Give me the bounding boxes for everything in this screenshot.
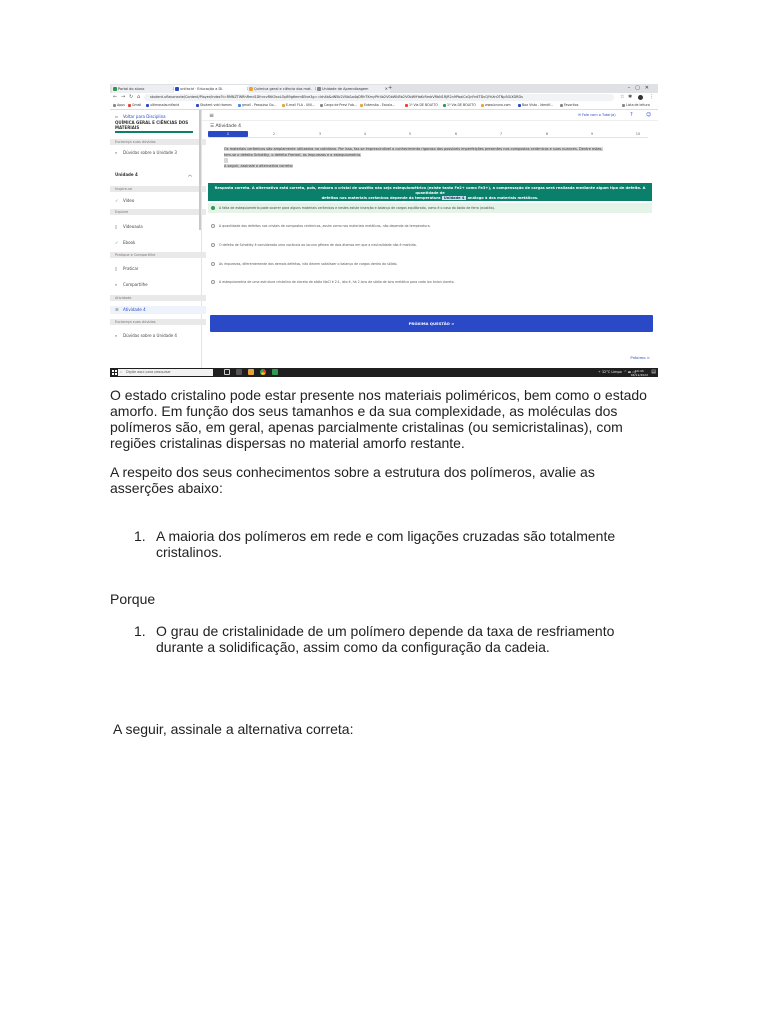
assertion-text: A maioria dos polímeros em rede e com ligações cruzadas são totalmente cristalinos. <box>156 528 616 560</box>
bookmark[interactable]: Apps <box>113 103 125 108</box>
browser-tab[interactable] <box>316 85 393 93</box>
question-statement <box>224 147 644 169</box>
browser-tab[interactable] <box>248 85 320 93</box>
browser-tab[interactable] <box>112 85 178 93</box>
menu-icon[interactable]: ⋮ <box>649 94 654 100</box>
radio-icon <box>211 243 215 247</box>
question-number[interactable]: 8 <box>545 132 549 136</box>
chevron-up-icon: ︿ <box>188 172 192 177</box>
tab-favicon <box>317 87 321 91</box>
tab-favicon <box>175 87 179 91</box>
bookmark[interactable]: Extensão - Escola... <box>360 103 395 108</box>
sidebar-item-videoaula[interactable]: ▯ Videoaula <box>115 224 143 229</box>
search-icon: ⌕ <box>120 370 122 374</box>
reload-icon[interactable]: ↻ <box>129 94 134 100</box>
answer-option[interactable]: As impurezas, diferentemente dos demais defeitos, não devem satisfazer o balanço de cargas dentro do sólido. <box>208 259 652 269</box>
tab-favicon <box>249 87 253 91</box>
question-number[interactable]: 3 <box>318 132 322 136</box>
answer-option[interactable]: A quantidade dos defeitos nos cristais de compostos cerâmicos, assim como nos materiais metálicos, não depende da temperatura. <box>208 221 652 231</box>
question-number[interactable]: 4 <box>363 132 367 136</box>
answer-option[interactable]: O defeito de Schottky é considerado uma vacância ao lacuna gêmea de dois átomos em que a neutralidade não é mantida. <box>208 240 652 250</box>
doc-icon: ▯ <box>115 266 118 271</box>
sidebar-section: Explore <box>110 209 206 215</box>
radio-icon <box>211 280 215 284</box>
bookmark[interactable]: ultimasalaunifacid <box>146 103 179 108</box>
bookmark[interactable]: 1º Via DE BOLETO <box>405 103 438 108</box>
course-sidebar <box>110 110 202 368</box>
notification-icon[interactable]: ▤ <box>651 369 656 375</box>
browser-tab-active[interactable] <box>174 85 252 93</box>
back-icon[interactable]: ← <box>113 94 118 100</box>
extensions-icon[interactable]: ✱ <box>628 94 633 100</box>
sidebar-section: Esclareça suas dúvidas <box>110 139 206 145</box>
statement-line: tem-se o defeito Schottky, o defeito Frenkel, as impurezas e a estequiometria. <box>224 152 362 157</box>
file-explorer-icon[interactable] <box>248 369 254 375</box>
star-icon[interactable]: ☆ <box>620 94 625 100</box>
system-tray: ☀ 32°C Limpo ^ ▬ ◁) <box>597 370 636 374</box>
bookmark[interactable]: Favoritos <box>560 103 578 108</box>
answer-option-correct[interactable]: A falta de estequiometria pode ocorrer para alguns materiais cerâmicos e nestes existe inserção e balanço de cargas equilibrado, como é o caso do óxido de ferro (wustita). <box>208 203 652 213</box>
question-number-active[interactable]: 1 <box>208 131 248 137</box>
check-icon: ✓ <box>115 198 119 203</box>
bookmark[interactable]: Lista de leitura <box>622 103 650 108</box>
assertion-1 <box>110 528 655 562</box>
sidebar-item-duvidas-unidade-3[interactable]: ⌕ Dúvidas sobre a Unidade 3 <box>115 150 177 155</box>
statement-line <box>224 158 228 163</box>
app-icon[interactable] <box>272 369 278 375</box>
sidebar-item-video[interactable]: ✓ Vídeo <box>115 198 135 203</box>
widgets-icon[interactable] <box>236 369 242 375</box>
window-controls[interactable]: –▢✕ <box>627 85 654 91</box>
home-icon[interactable]: ⌂ <box>137 94 141 100</box>
question-paragraph: A respeito dos seus conhecimentos sobre a estrutura dos polímeros, avalie as asserções abaixo: <box>110 464 595 496</box>
windows-start-icon[interactable] <box>112 370 117 375</box>
doc-icon: ▯ <box>115 224 118 229</box>
new-tab-button[interactable]: + <box>388 85 393 91</box>
sidebar-unit-4[interactable]: Unidade 4 ︿ <box>115 172 192 177</box>
tab-label: Unidade de Aprendizagem <box>322 87 369 91</box>
activity-panel <box>202 110 658 368</box>
bookmark[interactable]: Boa Vista - Identif... <box>518 103 553 108</box>
assertion-text: O grau de cristalinidade de um polímero depende da taxa de resfriamento durante a solidificação, assim como da configuração da cadeia. <box>156 623 615 655</box>
tab-favicon <box>113 87 117 91</box>
chat-icon: ⌕ <box>115 333 118 338</box>
sidebar-section: Atividade <box>110 295 206 301</box>
embedded-screenshot <box>110 84 658 377</box>
connector-text: Porque <box>110 591 156 607</box>
question-navigator <box>208 131 648 138</box>
instruction-text: A seguir, assinale a alternativa correta: <box>113 721 354 737</box>
question-number[interactable]: 9 <box>590 132 594 136</box>
next-question-button[interactable]: PRÓXIMA QUESTÃO > <box>210 315 653 332</box>
statement-line: A seguir, assinale a alternativa correta: <box>224 163 293 168</box>
feedback-text-line2: defeitos nos materiais cerâmicos depende da temperatura Unidade 4 análogo à dos materiais metálicos. <box>321 196 539 200</box>
radio-selected-icon <box>211 206 215 210</box>
hamburger-icon[interactable]: ≡ <box>209 112 215 119</box>
sidebar-item-praticar[interactable]: ▯ Praticar <box>115 266 139 271</box>
chat-icon: ⌕ <box>115 282 118 287</box>
question-number[interactable]: 10 <box>635 132 641 136</box>
tab-close-icon[interactable]: × <box>384 86 388 91</box>
back-arrow-icon: ⇐ <box>115 114 119 119</box>
help-icon[interactable]: ? <box>630 112 633 118</box>
intro-paragraph: O estado cristalino pode estar presente nos materiais poliméricos, bem como o estado amorfo. Em função dos seus tamanhos e da sua complexidade, as moléculas dos polímeros são, em geral, apenas parcialmente cristalinas (ou semicristalinas), com regiões cristalinas dispersas no material amorfo restante. <box>110 387 647 451</box>
list-number: 1. <box>134 528 146 544</box>
bookmarks-bar <box>110 102 658 110</box>
question-number[interactable]: 5 <box>408 132 412 136</box>
sidebar-item-ebook[interactable]: ✓ Ebook <box>115 240 136 245</box>
url-field[interactable]: student.uflaconecte/Content/Player/Index?t=RMNZTWRhRmd1DfrvcvRtK0xxLOp89g6mmB5ve3g==bh4b&dN5b2V0b&a4qDRhTKmyPfr4b2V0bWN5b2V0bW9YaKrRmbVRbN1RjR2n9PbalCxQnFrdlTDvQYhXn0TNp5GiXDRDs <box>144 94 614 101</box>
question-number[interactable]: 2 <box>272 132 276 136</box>
assertion-2 <box>110 623 655 657</box>
answer-feedback-banner <box>208 183 652 201</box>
bookmark[interactable]: E-mail FLA - UNI... <box>282 103 315 108</box>
browser-tab-bar <box>110 84 658 93</box>
sidebar-section: Pratique e Compartilhe <box>110 252 206 258</box>
taskbar-search-input[interactable]: ⌕ Digite aqui para pesquisar <box>118 369 213 376</box>
user-icon[interactable]: ☺ <box>646 112 652 118</box>
list-number: 1. <box>134 623 146 639</box>
back-to-course-link[interactable]: ⇐ Voltar para Disciplina <box>115 114 166 119</box>
windows-taskbar <box>110 368 658 377</box>
sidebar-item-duvidas-unidade-4[interactable]: ⌕ Dúvidas sobre a Unidade 4 <box>115 333 177 338</box>
tab-label: Portal do aluno <box>118 87 145 91</box>
course-title: QUÍMICA GERAL E CIÊNCIAS DOS MATERIAIS <box>115 120 189 130</box>
next-link[interactable]: Próximo > <box>630 355 650 360</box>
statement-line: Os materiais cerâmicos são amplamente utilizados no cotidiano. Por isso, faz-se imprescindível o conhecimento rigoroso das possíveis imperfeições presentes nos compostos cerâmicos e suas nuances. Dentre estas, <box>224 147 603 151</box>
bookmark[interactable]: Gmail <box>128 103 141 108</box>
course-progress-bar <box>115 131 193 133</box>
bookmark[interactable]: www.bruno.com <box>481 103 511 108</box>
radio-icon <box>211 262 215 266</box>
forward-icon[interactable]: → <box>121 94 126 100</box>
sidebar-item-atividade-4[interactable]: ☰ Atividade 4 <box>110 306 206 314</box>
profile-avatar[interactable] <box>638 95 643 100</box>
chat-icon: ⌕ <box>115 150 118 155</box>
taskbar-clock[interactable]: 10:40 04/11/2022 <box>630 368 648 377</box>
feedback-highlight: Unidade 4 <box>443 196 465 200</box>
tutor-link[interactable]: ✉ Fale com o Tutor(a) <box>578 113 616 117</box>
task-view-icon[interactable] <box>224 369 230 375</box>
activity-topbar <box>202 110 658 121</box>
tab-label: Química geral e ciência dos mat. <box>254 87 312 91</box>
tab-label: unifacid · Educação a Di. <box>180 87 224 91</box>
bookmark[interactable]: Student vdd rtomes <box>196 103 232 108</box>
sidebar-item-compartilhe[interactable]: ⌕ Compartilhe <box>115 282 148 287</box>
sidebar-section: Inspire-se <box>110 186 206 192</box>
bookmark[interactable]: 1º Via DE BOLETO <box>443 103 476 108</box>
weather-icon: ☀ <box>597 370 601 374</box>
sidebar-section: Esclareça suas dúvidas <box>110 319 206 325</box>
bookmark[interactable]: gmail - Pesquisa Go... <box>238 103 276 108</box>
question-number[interactable]: 7 <box>499 132 503 136</box>
radio-icon <box>211 224 215 228</box>
sidebar-scrollbar[interactable] <box>199 110 201 230</box>
address-bar-row <box>110 93 658 102</box>
feedback-text: Resposta correta. A alternativa está correta, pois, embora o cristal de wustita não seja estequiométrico (existe tanto Fe2+ como Fe3+), a compensação de cargas será realizada mediante algum tipo de defeito. A quantidade de <box>214 186 646 195</box>
bookmark[interactable]: Cargo de Previ Fob... <box>320 103 357 108</box>
list-icon: ☰ <box>115 307 119 312</box>
question-number[interactable]: 6 <box>454 132 458 136</box>
activity-title: ☰ Atividade 4 <box>210 124 241 129</box>
check-icon: ✓ <box>115 240 119 245</box>
chrome-icon[interactable] <box>260 369 266 375</box>
answer-option[interactable]: A estequiometria de uma estrutura cristalina de cloreto de sódio NaCl é 2:1, isto é, há 2 íons de sódio de íons metálico para cada íon ânion cloreto. <box>208 277 652 287</box>
